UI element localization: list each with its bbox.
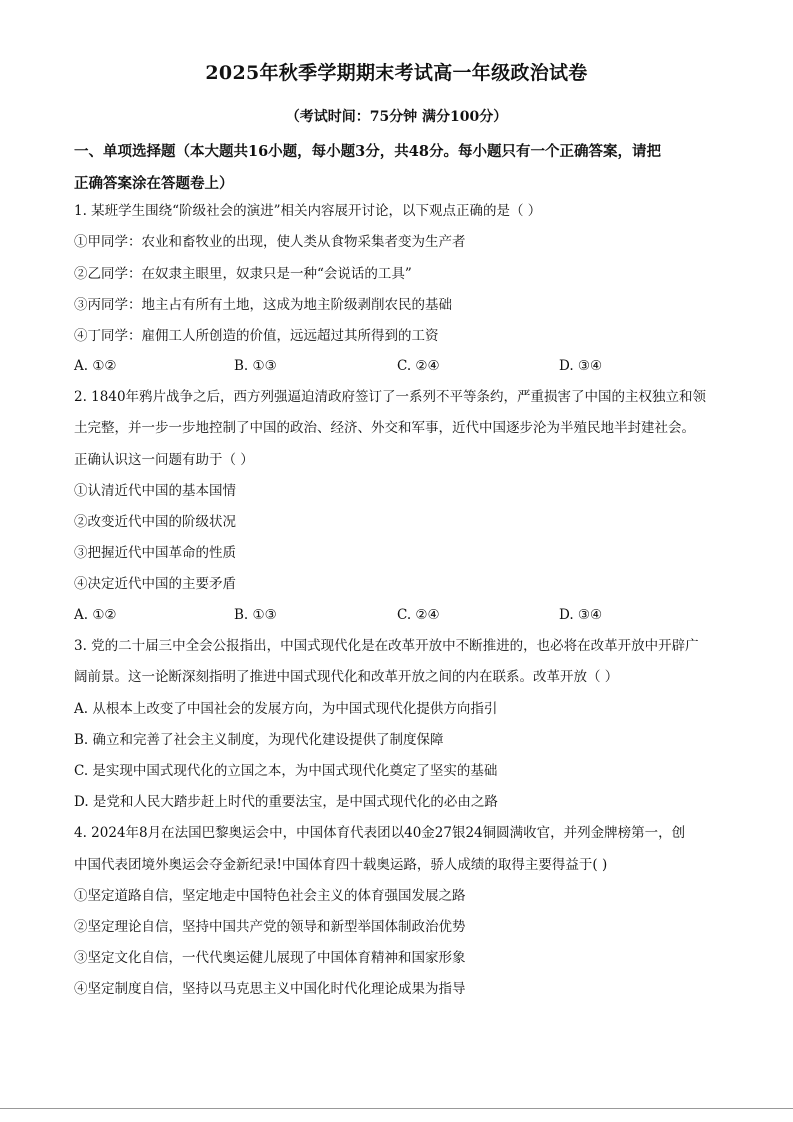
q3-choice-b: B. 确立和完善了社会主义制度，为现代化建设提供了制度保障 — [74, 732, 444, 748]
section-heading-line-2: 正确答案涂在答题卷上） — [74, 175, 234, 192]
q4-item-2: ②坚定理论自信，坚持中国共产党的领导和新型举国体制政治优势 — [74, 919, 466, 935]
q3-stem-line-2: 阔前景。这一论断深刻指明了推进中国式现代化和改革开放之间的内在联系。改革开放（ ） — [74, 669, 619, 685]
q2-stem-line-3: 正确认识这一问题有助于（ ） — [74, 452, 254, 468]
q4-item-4: ④坚定制度自信，坚持以马克思主义中国化时代化理论成果为指导 — [74, 981, 466, 997]
exam-subtitle: （考试时间：75分钟 满分100分） — [285, 109, 508, 125]
q1-option-c: C. ②④ — [397, 358, 440, 374]
q4-stem-line-1: 4. 2024年8月在法国巴黎奥运会中，中国体育代表团以40金27银24铜圆满收官，并列金牌榜第一，创 — [74, 825, 686, 841]
q1-option-d: D. ③④ — [559, 358, 603, 374]
q3-choice-d: D. 是党和人民大踏步赶上时代的重要法宝，是中国式现代化的必由之路 — [74, 794, 498, 810]
q3-stem-line-1: 3. 党的二十届三中全会公报指出，中国式现代化是在改革开放中不断推进的，也必将在改革开放中开辟广 — [74, 638, 699, 654]
section-heading — [74, 136, 734, 200]
q2-option-c: C. ②④ — [397, 607, 440, 623]
q2-item-1: ①认清近代中国的基本国情 — [74, 483, 236, 499]
section-heading-line-1: 一、单项选择题（本大题共16小题，每小题3分，共48分。每小题只有一个正确答案，请把 — [74, 143, 661, 160]
q2-item-4: ④决定近代中国的主要矛盾 — [74, 576, 236, 592]
q3-choice-c: C. 是实现中国式现代化的立国之本，为中国式现代化奠定了坚实的基础 — [74, 763, 498, 779]
q1-item-4: ④丁同学：雇佣工人所创造的价值，远远超过其所得到的工资 — [74, 328, 439, 344]
bottom-divider — [0, 1108, 793, 1109]
exam-title: 2025年秋季学期期末考试高一年级政治试卷 — [205, 62, 588, 84]
q1-item-3: ③丙同学：地主占有所有土地，这成为地主阶级剥削农民的基础 — [74, 297, 452, 313]
q4-item-1: ①坚定道路自信，坚定地走中国特色社会主义的体育强国发展之路 — [74, 888, 466, 904]
q1-item-1: ①甲同学：农业和畜牧业的出现，使人类从食物采集者变为生产者 — [74, 234, 466, 250]
q2-option-d: D. ③④ — [559, 607, 603, 623]
q3-choice-a: A. 从根本上改变了中国社会的发展方向，为中国式现代化提供方向指引 — [74, 701, 498, 717]
q1-option-b: B. ①③ — [234, 358, 277, 374]
q2-stem-line-2: 土完整，并一步一步地控制了中国的政治、经济、外交和军事，近代中国逐步沦为半殖民地半封建社会。 — [74, 420, 695, 436]
q1-item-2: ②乙同学：在奴隶主眼里，奴隶只是一种“会说话的工具” — [74, 266, 412, 282]
q4-item-3: ③坚定文化自信，一代代奥运健儿展现了中国体育精神和国家形象 — [74, 950, 466, 966]
q1-stem: 1. 某班学生围绕“阶级社会的演进”相关内容展开讨论，以下观点正确的是（ ） — [74, 203, 542, 219]
q2-item-2: ②改变近代中国的阶级状况 — [74, 514, 236, 530]
q2-stem-line-1: 2. 1840年鸦片战争之后，西方列强逼迫清政府签订了一系列不平等条约，严重损害了中国的主权独立和领 — [74, 389, 707, 405]
q2-option-a: A. ①② — [74, 607, 117, 623]
q2-option-b: B. ①③ — [234, 607, 277, 623]
q4-stem-line-2: 中国代表团境外奥运会夺金新纪录!中国体育四十载奥运路，骄人成绩的取得主要得益于( ) — [74, 857, 608, 873]
q1-option-a: A. ①② — [74, 358, 117, 374]
q2-item-3: ③把握近代中国革命的性质 — [74, 545, 236, 561]
